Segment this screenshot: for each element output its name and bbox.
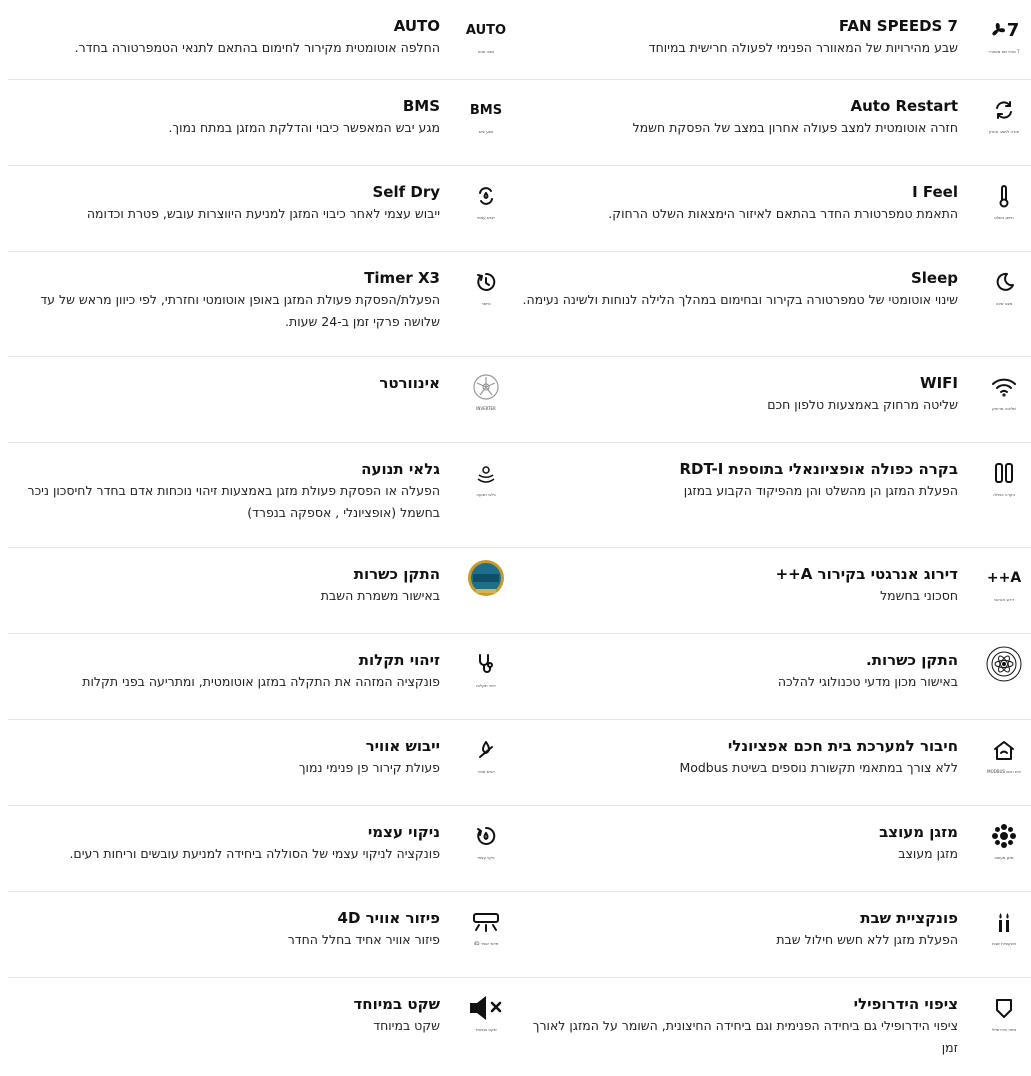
shabbat-candles-icon (984, 906, 1024, 938)
feature-icon-box (977, 820, 1031, 870)
feature-text (519, 182, 958, 225)
feature-timer (8, 252, 513, 356)
icon-caption: בקרה כפולה (993, 492, 1015, 497)
feature-institute-seal (519, 634, 1031, 719)
feature-row (8, 634, 1031, 720)
feature-icon-box (977, 14, 1031, 64)
icon-caption: זיהוי תקלות (476, 683, 496, 688)
wifi-icon (984, 371, 1024, 403)
feature-text (8, 96, 440, 139)
feature-description: שינוי אוטומטי של טמפרטורה בקירור ובחימום במהלך הלילה לנוחות ולשינה נעימה. (522, 292, 958, 307)
icon-caption: פונקציית שבת (992, 941, 1016, 946)
icon-caption: טיימר (481, 301, 491, 306)
inverter-icon (466, 371, 506, 403)
feature-smart-home (519, 720, 1031, 805)
feature-text (8, 650, 440, 693)
feature-text (519, 16, 958, 59)
feature-bms (8, 80, 513, 165)
icon-caption: ניקוי עצמי (477, 855, 495, 860)
dry-air-icon (466, 734, 506, 766)
feature-description: התאמת טמפרטורת החדר בהתאם לאיזור הימצאות השלט הרחוק. (608, 206, 958, 221)
feature-mute (8, 978, 513, 1076)
stethoscope-icon (466, 648, 506, 680)
feature-text (519, 268, 958, 311)
feature-description: באישור משמרת השבת (320, 588, 440, 603)
feature-text (8, 736, 440, 779)
feature-description: פיזור אוויר אחיד בחלל החדר (287, 932, 440, 947)
feature-icon-box (459, 14, 513, 64)
icon-caption: מצב שינה (995, 301, 1013, 306)
icon-caption: חיישן בשלט (994, 215, 1014, 220)
feature-text (8, 373, 440, 394)
feature-row (8, 252, 1031, 357)
feature-description: שבע מהירויות של המאוורר הפנימי לפעולה חרישית במיוחד (648, 40, 958, 55)
feature-description: הפעלת/הפסקת פעולת המזגן באופן אוטומטי וחזרתי, לפי כיוון מראש של עד שלושה פרקי זמן ב-24 שעות. (40, 292, 440, 329)
dual-control-icon (984, 457, 1024, 489)
bms-icon: BMS (469, 102, 503, 118)
feature-inverter (8, 357, 513, 442)
feature-icon-box (459, 180, 513, 230)
feature-title: ניקוי עצמי (367, 823, 440, 841)
feature-text (8, 459, 440, 524)
feature-description: פונקציה המזהה את התקלה במזגן אוטומטית, ומתריעה בפני תקלות (82, 674, 440, 689)
feature-title: I Feel (912, 183, 958, 201)
feature-text (519, 736, 958, 779)
feature-text (8, 994, 440, 1037)
icon-caption: חזרה למצב אחרון (988, 129, 1020, 134)
feature-title: ייבוש אוויר (365, 737, 440, 755)
feature-energy-rating (519, 548, 1031, 633)
feature-text (8, 16, 440, 59)
feature-icon-box (977, 992, 1031, 1042)
icon-caption: פיזור אוויר 4D (473, 941, 499, 946)
feature-icon-box (977, 734, 1031, 784)
feature-title: Sleep (910, 269, 958, 287)
feature-text (8, 822, 440, 865)
auto-restart-icon (984, 94, 1024, 126)
smart-home-icon (984, 734, 1024, 766)
feature-stethoscope (8, 634, 513, 719)
feature-text (519, 994, 958, 1059)
airflow-4d-icon (466, 906, 506, 938)
feature-row (8, 357, 1031, 443)
icon-caption: דירוג אנרגטי (993, 597, 1015, 602)
feature-text (8, 564, 440, 607)
feature-wifi (519, 357, 1031, 442)
feature-title: Timer X3 (364, 269, 440, 287)
icon-caption: מצב אוטו (477, 49, 495, 54)
feature-text (519, 908, 958, 951)
feature-kosher-seal (8, 548, 513, 633)
feature-text (519, 564, 958, 607)
feature-icon-box (459, 457, 513, 507)
feature-icon-box (977, 94, 1031, 144)
icon-caption: 7 מהירויות מאוורר (988, 49, 1020, 54)
feature-dual-control (519, 443, 1031, 547)
feature-title: דירוג אנרגטי בקירור A++ (775, 565, 958, 583)
feature-title: Self Dry (372, 183, 440, 201)
feature-text (8, 268, 440, 333)
feature-icon-box (459, 906, 513, 956)
feature-row (8, 720, 1031, 806)
design-icon (984, 820, 1024, 852)
feature-moon (519, 252, 1031, 356)
feature-icon-box (459, 820, 513, 870)
feature-text (519, 96, 958, 139)
feature-shabbat-candles (519, 892, 1031, 977)
feature-shield (519, 978, 1031, 1076)
feature-text (8, 908, 440, 951)
feature-text (8, 182, 440, 225)
feature-row (8, 443, 1031, 548)
feature-title: FAN SPEEDS 7 (838, 17, 958, 35)
feature-description: מגע יבש המאפשר כיבוי והדלקת המזגן במתח נמוך. (168, 120, 440, 135)
feature-thermometer (519, 166, 1031, 251)
feature-self-dry (8, 166, 513, 251)
mute-icon (466, 992, 506, 1024)
feature-row (8, 806, 1031, 892)
feature-title: התקן כשרות (353, 565, 440, 583)
feature-title: גלאי תנועה (361, 460, 440, 478)
feature-description: הפעלת מזגן ללא חשש חילול שבת (776, 932, 958, 947)
feature-text (519, 822, 958, 865)
feature-title: פונקציית שבת (860, 909, 958, 927)
feature-fan-speeds (519, 0, 1031, 79)
feature-description: חזרה אוטומטית למצב פעולה אחרון במצב של הפסקת חשמל (632, 120, 958, 135)
feature-icon-box (459, 562, 513, 612)
icon-caption: ייבוש עצמי (477, 215, 495, 220)
feature-title: AUTO (393, 17, 440, 35)
feature-description: שקט במיוחד (373, 1018, 440, 1033)
feature-description: ללא צורך במתאמי תקשורת נוספים בשיטת Modbus (679, 760, 958, 775)
icon-caption: מזגן מעוצב (994, 855, 1014, 860)
feature-title: אינוורטר (379, 374, 440, 392)
feature-description: באישור מכון מדעי טכנולוגי להלכה (777, 674, 958, 689)
thermometer-icon (984, 180, 1024, 212)
feature-icon-box (977, 562, 1031, 612)
icon-caption: ציפוי הידרופילי (991, 1027, 1017, 1032)
icon-caption: INVERTER (476, 406, 496, 411)
feature-icon-box (977, 648, 1031, 698)
feature-icon-box (977, 371, 1031, 421)
feature-title: מזגן מעוצב (879, 823, 958, 841)
feature-title: Auto Restart (850, 97, 958, 115)
feature-description: פונקציה לניקוי עצמי של הסוללה ביחידה למניעת עובשים וריחות רעים. (69, 846, 440, 861)
feature-description: ציפוי הידרופילי גם ביחידה הפנימית וגם ביחידה החיצונית, השומר על המזגן לאורך זמן (532, 1018, 958, 1055)
feature-icon-box (977, 457, 1031, 507)
feature-text (519, 459, 958, 502)
feature-icon-box (459, 734, 513, 784)
feature-title: זיהוי תקלות (358, 651, 440, 669)
feature-description: חסכוני בחשמל (880, 588, 958, 603)
feature-title: פיזור אוויר 4D (337, 909, 440, 927)
institute-seal-icon (984, 648, 1024, 680)
feature-self-clean (8, 806, 513, 891)
feature-text (519, 650, 958, 693)
feature-title: בקרה כפולה אופציונאלי בתוספת RDT-I (679, 460, 958, 478)
feature-auto-restart (519, 80, 1031, 165)
feature-description: הפעלת המזגן הן מהשלט והן מהפיקוד הקבוע במזגן (683, 483, 958, 498)
energy-rating-icon: A++ (986, 570, 1022, 586)
shield-icon (984, 992, 1024, 1024)
feature-icon-box (977, 266, 1031, 316)
feature-row (8, 166, 1031, 252)
feature-icon-box (459, 371, 513, 421)
feature-icon-box (459, 648, 513, 698)
feature-title: WIFI (920, 374, 958, 392)
feature-title: BMS (402, 97, 440, 115)
icon-caption: שליטה מרחוק (992, 406, 1016, 411)
fan-speeds-icon: 7 (984, 14, 1024, 46)
feature-motion-sensor (8, 443, 513, 547)
feature-icon-box (977, 180, 1031, 230)
feature-row (8, 0, 1031, 80)
feature-description: הפעלה או הפסקת פעולת מזגן באמצעות זיהוי נוכחות אדם בחדר לחיסכון ניכר בחשמל (אופציונלי , אספקה בנפרד) (27, 483, 440, 520)
feature-dry-air (8, 720, 513, 805)
moon-icon (984, 266, 1024, 298)
self-clean-icon (466, 820, 506, 852)
self-dry-icon (466, 180, 506, 212)
feature-icon-box (459, 94, 513, 144)
feature-row (8, 80, 1031, 166)
feature-text (519, 373, 958, 416)
feature-description: מזגן מעוצב (898, 846, 958, 861)
auto-mode-icon: AUTO (465, 22, 507, 38)
feature-auto-mode (8, 0, 513, 79)
feature-title: חיבור למערכת בית חכם אפציונלי (727, 737, 958, 755)
feature-icon-box (977, 906, 1031, 956)
feature-description: פעולת קירור פן פנימי נמוך (298, 760, 440, 775)
feature-title: התקן כשרות. (866, 651, 958, 669)
feature-description: החלפה אוטומטית מקירור לחימום בהתאם לתנאי הטמפרטורה בחדר. (74, 40, 440, 55)
feature-design (519, 806, 1031, 891)
kosher-seal-icon (466, 562, 506, 594)
timer-icon (466, 266, 506, 298)
icon-caption: ייבוש אוויר (477, 769, 495, 774)
feature-title: ציפוי הידרופילי (853, 995, 958, 1013)
icon-caption: בית חכם MODBUS (987, 769, 1021, 774)
feature-description: שליטה מרחוק באמצעות טלפון חכם (767, 397, 958, 412)
feature-row (8, 978, 1031, 1076)
feature-airflow-4d (8, 892, 513, 977)
icon-caption: גלאי תנועה (476, 492, 496, 497)
icon-caption: שקט במיוחד (475, 1027, 497, 1032)
feature-icon-box (459, 266, 513, 316)
feature-row (8, 892, 1031, 978)
feature-title: שקט במיוחד (353, 995, 440, 1013)
feature-description: ייבוש עצמי לאחר כיבוי המזגן למניעת היווצרות עובש, פטרת וכדומה (86, 206, 440, 221)
feature-icon-box (459, 992, 513, 1042)
icon-caption: מגע יבש (478, 129, 494, 134)
feature-row (8, 548, 1031, 634)
motion-sensor-icon (466, 457, 506, 489)
